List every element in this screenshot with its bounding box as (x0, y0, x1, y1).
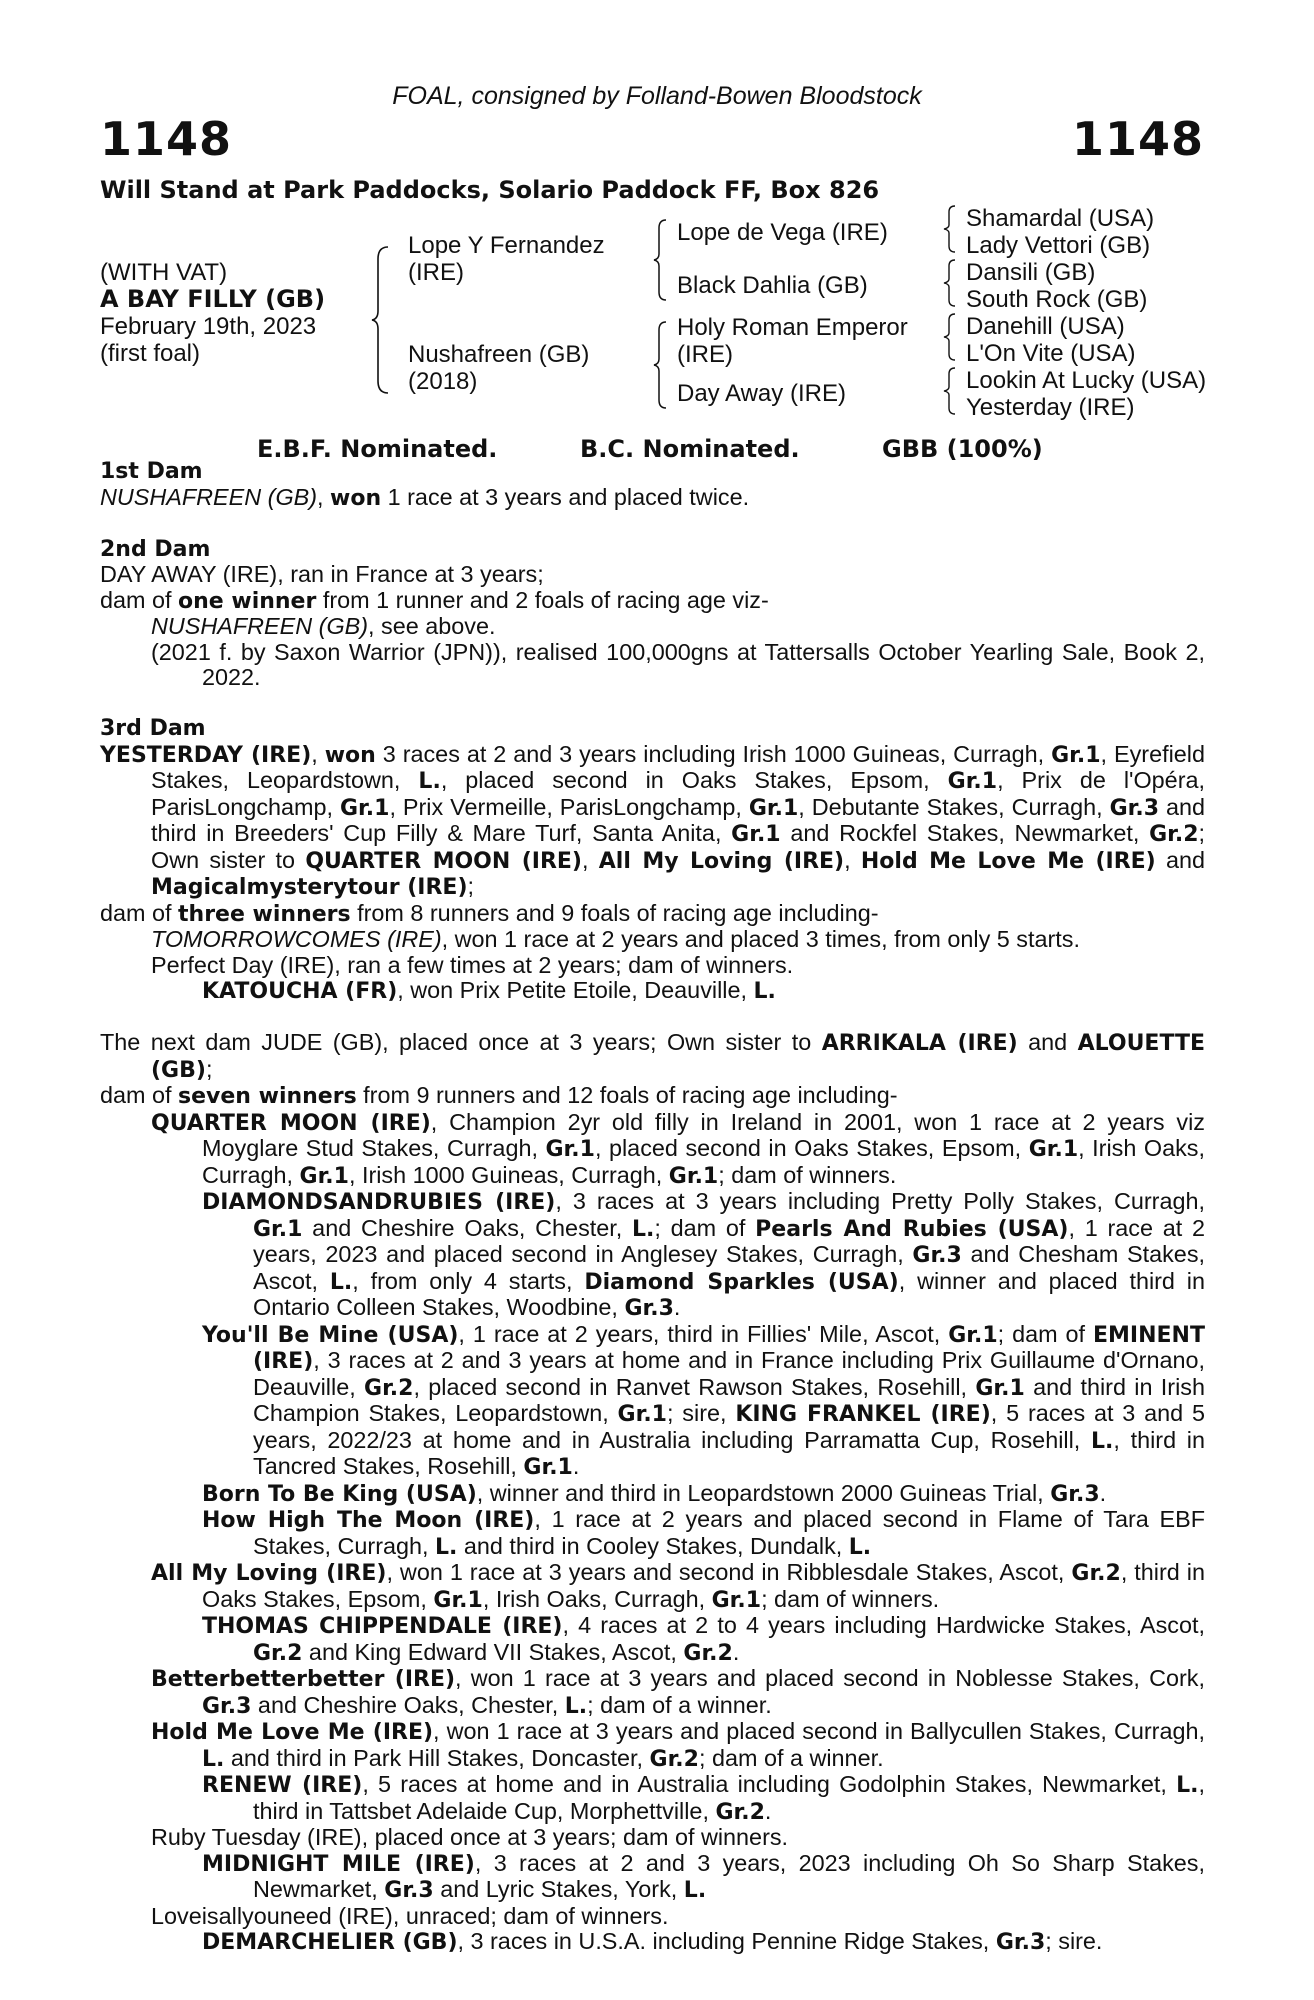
next-dam-para-11 (100, 1719, 1205, 1772)
second-dam-heading: 2nd Dam (100, 536, 211, 562)
bold-text-run: Gr.1 (299, 1163, 349, 1189)
text-run: ; (467, 873, 475, 899)
bold-text-run: Gr.1 (947, 769, 998, 794)
italic-text-run: TOMORROWCOMES (IRE) (151, 926, 442, 952)
bold-text-run: Gr.1 (975, 1375, 1025, 1401)
bold-text-run: L. (435, 1534, 458, 1560)
sire-dam-dam: South Rock (GB) (966, 286, 1148, 313)
pedigree-brace-6 (942, 312, 958, 362)
stand-location: Will Stand at Park Paddocks, Solario Paddock FF, Box 826 (100, 176, 880, 204)
text-run: , Irish Oaks, Curragh, (202, 1135, 1205, 1188)
pedigree-brace-5 (942, 258, 958, 308)
text-run: , won 1 race at 3 years and second in Ribblesdale Stakes, Ascot, (386, 1559, 1072, 1585)
text-run: , Prix Vermeille, ParisLongchamp, (389, 793, 749, 820)
second-dam-line-2 (100, 588, 1205, 615)
bold-text-run: Diamond Sparkles (USA) (584, 1269, 899, 1295)
text-run: . (732, 1638, 740, 1665)
sire-sire-sire: Shamardal (USA) (966, 205, 1155, 232)
pedigree-brace-7 (942, 366, 958, 416)
bold-text-run: L. (683, 1878, 707, 1903)
text-run: , won Prix Petite Etoile, Deauville, (397, 977, 754, 1003)
bold-text-run: L. (202, 1746, 225, 1772)
next-dam-para-7 (100, 1507, 1205, 1560)
subject-block (100, 259, 325, 367)
bold-text-run: All My Loving (IRE) (151, 1561, 387, 1586)
text-run: and Rockfel Stakes, Newmarket, (780, 820, 1150, 846)
text-run: and third in Cooley Stakes, Dundalk, (457, 1532, 849, 1559)
text-run: ; dam of a winner. (587, 1691, 772, 1718)
text-run: dam of (100, 899, 179, 926)
consignor-line: FOAL, consigned by Folland-Bowen Bloodstock (392, 82, 922, 110)
sire-line-1: Lope Y Fernandez (408, 232, 605, 259)
bold-text-run: Gr.3 (384, 1878, 434, 1903)
text-run: The next dam JUDE (GB), placed once at 3 years; Own sister to (100, 1029, 822, 1055)
second-dam-winners: one winner (178, 588, 317, 614)
text-run: from 8 runners and 9 foals of racing age including- (350, 899, 879, 926)
subject-name: A BAY FILLY (GB) (100, 285, 326, 313)
third-dam-para-2 (100, 901, 1205, 928)
second-dam-line-1: DAY AWAY (IRE), ran in France at 3 years; (100, 561, 544, 587)
text-run: , winner and placed third in Ontario Colleen Stakes, Woodbine, (253, 1267, 1205, 1320)
text-run: ; dam of winners. (718, 1161, 897, 1188)
ebf-nomination: E.B.F. Nominated. (257, 435, 498, 463)
bold-text-run: RENEW (IRE) (202, 1773, 363, 1798)
text-run: ; dam of (997, 1320, 1093, 1347)
text-run: . (764, 1797, 772, 1824)
text-run: ; sire. (1045, 1928, 1103, 1954)
bold-text-run: Gr.3 (624, 1296, 674, 1321)
bold-text-run: Gr.1 (731, 822, 781, 847)
first-dam-won: won (330, 485, 382, 511)
text-run: , placed second in Oaks Stakes, Epsom, (440, 767, 948, 793)
text-run: . (572, 1453, 580, 1479)
dam-dam: Day Away (IRE) (677, 380, 846, 407)
vat-note: (WITH VAT) (100, 259, 228, 286)
text-run: ; Own sister to (151, 820, 1205, 873)
text-run: ; dam of a winner. (698, 1744, 884, 1771)
text-run: and (1155, 846, 1206, 873)
third-dam-para-1 (100, 742, 1205, 901)
bold-text-run: Gr.3 (1109, 795, 1159, 821)
text-run: , 1 race at 2 years and placed second in Flame of Tara EBF Stakes, Curragh, (253, 1506, 1205, 1559)
bold-text-run: Gr.1 (617, 1402, 667, 1427)
text-run: , 1 race at 2 years, third in Fillies' Mile, Ascot, (458, 1320, 949, 1347)
bold-text-run: KING FRANKEL (IRE) (735, 1402, 991, 1427)
dam-line-1: Nushafreen (GB) (408, 341, 590, 368)
second-dam-produce-note: , see above. (368, 613, 496, 639)
bold-text-run: L. (753, 979, 776, 1004)
text-run: , 5 races at home and in Australia including Godolphin Stakes, Newmarket, (362, 1771, 1177, 1797)
bold-text-run: MIDNIGHT MILE (IRE) (202, 1851, 475, 1877)
bold-text-run: L. (329, 1269, 353, 1295)
bold-text-run: Gr.3 (995, 1930, 1046, 1955)
bold-text-run: Gr.3 (202, 1693, 252, 1719)
bold-text-run: Gr.2 (253, 1640, 303, 1666)
bold-text-run: Gr.1 (253, 1216, 303, 1242)
text-run: and third in Irish Champion Stakes, Leopardstown, (253, 1373, 1205, 1426)
pedigree-brace-1 (370, 245, 394, 395)
text-run: , Debutante Stakes, Curragh, (798, 793, 1110, 820)
sire-sire-dam: Lady Vettori (GB) (966, 232, 1151, 259)
bold-text-run: YESTERDAY (IRE) (100, 742, 312, 768)
bold-text-run: L. (1176, 1773, 1199, 1798)
bold-text-run: Hold Me Love Me (IRE) (860, 848, 1156, 874)
first-dam-horse: NUSHAFREEN (GB) (100, 483, 318, 510)
text-run: ; dam of (654, 1214, 756, 1241)
bold-text-run: Gr.2 (649, 1746, 699, 1772)
next-dam-para-12 (100, 1772, 1205, 1825)
bold-text-run: Magicalmysterytour (IRE) (151, 875, 468, 900)
sire-name (408, 232, 605, 286)
text-run: and Lyric Stakes, York, (433, 1876, 684, 1902)
second-dam-line-3 (100, 614, 1205, 640)
bold-text-run: Gr.1 (1051, 742, 1101, 768)
bold-text-run: Pearls And Rubies (USA) (755, 1216, 1069, 1242)
bold-text-run: Born To Be King (USA) (202, 1481, 477, 1507)
bold-text-run: ARRIKALA (IRE) (821, 1031, 1018, 1056)
first-dam-record: 1 race at 3 years and placed twice. (381, 483, 750, 510)
third-dam-para-4 (100, 953, 1205, 979)
third-dam-para-3 (100, 927, 1205, 953)
second-dam-produce-name: NUSHAFREEN (GB) (151, 613, 369, 639)
text-run: , Prix de l'Opéra, ParisLongchamp, (151, 767, 1205, 820)
text-run: and Cheshire Oaks, Chester, (302, 1214, 633, 1241)
text-run: . (673, 1294, 681, 1320)
dam-sire-sire: Danehill (USA) (966, 313, 1125, 340)
text-run: , 1 race at 2 years, 2023 and placed second in Anglesey Stakes, Curragh, (253, 1214, 1205, 1267)
text-run: , 5 races at 3 and 5 years, 2022/23 at home and in Australia including Parramatta Cup, Rosehill, (253, 1400, 1205, 1453)
text-run: , placed second in Oaks Stakes, Epsom, (594, 1135, 1029, 1161)
text-run: Perfect Day (IRE), ran a few times at 2 years; dam of winners. (151, 951, 794, 978)
text-run: and King Edward VII Stakes, Ascot, (302, 1638, 684, 1665)
next-dam-para-16 (100, 1929, 1205, 1956)
bold-text-run: L. (418, 769, 441, 794)
text-run: , 4 races at 2 to 4 years including Hardwicke Stakes, Ascot, (562, 1612, 1205, 1638)
lot-number-right: 1148 (1071, 112, 1204, 166)
text-run: , won 1 race at 3 years and placed second in Ballycullen Stakes, Curragh, (433, 1718, 1205, 1744)
text-run: dam of (100, 1082, 179, 1108)
bold-text-run: seven winners (178, 1084, 357, 1109)
bold-text-run: Gr.2 (1071, 1561, 1121, 1586)
text-run: , 3 races at 2 and 3 years at home and in France including Prix Guillaume d'Ornano, Deauville, (253, 1347, 1205, 1400)
bold-text-run: Gr.2 (715, 1799, 765, 1825)
bold-text-run: KATOUCHA (FR) (202, 979, 398, 1004)
pedigree-brace-4 (942, 204, 958, 254)
bold-text-run: EMINENT (IRE) (253, 1322, 1205, 1374)
text-run: . (1099, 1479, 1107, 1506)
bold-text-run: You'll Be Mine (USA) (202, 1322, 459, 1348)
sire-dam: Black Dahlia (GB) (677, 272, 868, 299)
second-dam-runners: from 1 runner and 2 foals of racing age viz- (316, 586, 769, 613)
catalogue-body (100, 459, 1205, 1956)
bold-text-run: L. (1091, 1428, 1114, 1454)
first-dam-heading: 1st Dam (100, 459, 203, 484)
bold-text-run: QUARTER MOON (IRE) (151, 1110, 431, 1136)
text-run: , (844, 846, 861, 873)
bold-text-run: Betterbetterbetter (IRE) (151, 1667, 456, 1692)
text-run: and Chesham Stakes, Ascot, (253, 1241, 1206, 1294)
bold-text-run: L. (632, 1216, 655, 1242)
text-run: , Irish 1000 Guineas, Curragh, (348, 1161, 669, 1188)
pedigree-brace-2 (652, 218, 670, 302)
next-dam-para-5 (100, 1322, 1205, 1481)
dam-sire-line-2: (IRE) (677, 341, 733, 368)
next-dam-para-9 (100, 1613, 1205, 1666)
bold-text-run: three winners (178, 901, 351, 927)
text-run: , third in Oaks Stakes, Epsom, (202, 1559, 1205, 1612)
text-run: , Irish Oaks, Curragh, (482, 1585, 712, 1612)
sire-sire: Lope de Vega (IRE) (677, 219, 888, 246)
text-run: , (582, 846, 599, 873)
bold-text-run: L. (848, 1534, 872, 1560)
next-dam-para-1 (100, 1030, 1205, 1083)
text-run: 3 races at 2 and 3 years including Irish 1000 Guineas, Curragh, (375, 740, 1052, 767)
text-run: , third in Tancred Stakes, Rosehill, (253, 1426, 1205, 1479)
bold-text-run: Gr.1 (668, 1163, 719, 1189)
text-run: , 3 races at 2 and 3 years, 2023 including Oh So Sharp Stakes, Newmarket, (253, 1849, 1205, 1902)
sire-dam-sire: Dansili (GB) (966, 259, 1096, 286)
bold-text-run: L. (564, 1693, 588, 1719)
bold-text-run: Gr.2 (683, 1640, 733, 1666)
next-dam-para-6 (100, 1481, 1205, 1508)
bc-nomination: B.C. Nominated. (580, 435, 800, 463)
next-dam-para-8 (100, 1560, 1205, 1613)
dam-dam-dam: Yesterday (IRE) (966, 394, 1135, 421)
third-dam-heading: 3rd Dam (100, 716, 206, 741)
bold-text-run: Gr.1 (748, 795, 799, 821)
text-run: , won 1 race at 3 years and placed second in Noblesse Stakes, Cork, (455, 1665, 1205, 1691)
sire-line-2: (IRE) (408, 259, 464, 286)
bold-text-run: Gr.3 (1050, 1481, 1100, 1507)
text-run: , Champion 2yr old filly in Ireland in 2001, won 1 race at 2 years viz Moyglare Stud Stakes, Curragh, (202, 1108, 1205, 1161)
lot-number-left: 1148 (100, 112, 233, 166)
subject-dob: February 19th, 2023 (100, 313, 317, 340)
text-run: , won 1 race at 2 years and placed 3 times, from only 5 starts. (441, 926, 1080, 952)
next-dam-para-3 (100, 1110, 1205, 1190)
dam-line-2: (2018) (408, 368, 478, 395)
text-run: , winner and third in Leopardstown 2000 Guineas Trial, (476, 1479, 1051, 1506)
bold-text-run: Gr.1 (711, 1587, 762, 1613)
text-run: , third in Tattsbet Adelaide Cup, Morphettville, (253, 1771, 1206, 1824)
text-run: and third in Breeders' Cup Filly & Mare Turf, Santa Anita, (151, 793, 1205, 846)
bold-text-run: QUARTER MOON (IRE) (305, 848, 582, 874)
next-dam-para-4 (100, 1189, 1205, 1322)
bold-text-run: How High The Moon (IRE) (202, 1508, 535, 1533)
text-run: Ruby Tuesday (IRE), placed once at 3 years; dam of winners. (151, 1824, 789, 1850)
next-dam-para-15 (100, 1904, 1205, 1930)
text-run: , 3 races at 3 years including Pretty Polly Stakes, Curragh, (555, 1188, 1205, 1214)
dam-sire (677, 314, 908, 368)
bold-text-run: Gr.1 (545, 1137, 595, 1162)
text-run: , (311, 740, 325, 767)
text-run: , 3 races in U.S.A. including Pennine Ridge Stakes, (457, 1928, 996, 1954)
bold-text-run: Gr.2 (364, 1375, 414, 1401)
text-run: from 9 runners and 12 foals of racing age including- (356, 1082, 898, 1108)
bold-text-run: THOMAS CHIPPENDALE (IRE) (202, 1614, 563, 1639)
gbb-nomination: GBB (100%) (882, 435, 1043, 463)
bold-text-run: Gr.1 (433, 1587, 483, 1613)
bold-text-run: All My Loving (IRE) (598, 848, 845, 874)
text-run: and (1017, 1029, 1078, 1055)
text-run: , placed second in Ranvet Rawson Stakes, Rosehill, (413, 1373, 976, 1400)
bold-text-run: Gr.2 (1149, 822, 1199, 847)
next-dam-para-10 (100, 1666, 1205, 1719)
bold-text-run: Gr.1 (1028, 1137, 1079, 1162)
text-run: and Cheshire Oaks, Chester, (251, 1691, 565, 1718)
text-run: Loveisallyouneed (IRE), unraced; dam of winners. (151, 1902, 669, 1929)
bold-text-run: DIAMONDSANDRUBIES (IRE) (202, 1190, 556, 1215)
subject-note: (first foal) (100, 340, 201, 367)
second-dam-dam-of: dam of (100, 586, 179, 613)
bold-text-run: won (324, 742, 376, 768)
text-run: , from only 4 starts, (352, 1267, 585, 1294)
bold-text-run: Gr.1 (948, 1322, 998, 1348)
bold-text-run: Gr.1 (523, 1455, 573, 1480)
first-dam-text: NUSHAFREEN (GB), won 1 race at 3 years and placed twice. (100, 483, 750, 511)
next-dam-para-14 (100, 1851, 1205, 1904)
text-run: ; dam of winners. (761, 1585, 940, 1612)
bold-text-run: DEMARCHELIER (GB) (202, 1930, 458, 1955)
bold-text-run: Gr.1 (340, 795, 390, 821)
second-dam-line-4: (2021 f. by Saxon Warrior (JPN)), realised 100,000gns at Tattersalls October Yearling Sale, Book 2, 2022. (151, 638, 1205, 690)
third-dam-para-5 (100, 978, 1205, 1005)
next-dam-para-13 (100, 1825, 1205, 1851)
bold-text-run: ALOUETTE (GB) (151, 1031, 1206, 1083)
text-run: ; (205, 1055, 213, 1082)
text-run: , Eyrefield Stakes, Leopardstown, (151, 740, 1205, 793)
text-run: ; sire, (666, 1400, 736, 1426)
next-dam-para-2 (100, 1083, 1205, 1110)
dam-sire-dam: L'On Vite (USA) (966, 340, 1136, 367)
pedigree-brace-3 (652, 320, 670, 410)
bold-text-run: Gr.3 (912, 1243, 962, 1268)
dam-name (408, 341, 589, 395)
text-run: and third in Park Hill Stakes, Doncaster, (224, 1744, 650, 1771)
bold-text-run: Hold Me Love Me (IRE) (151, 1720, 434, 1745)
dam-sire-line-1: Holy Roman Emperor (677, 314, 908, 341)
dam-dam-sire: Lookin At Lucky (USA) (966, 367, 1207, 394)
